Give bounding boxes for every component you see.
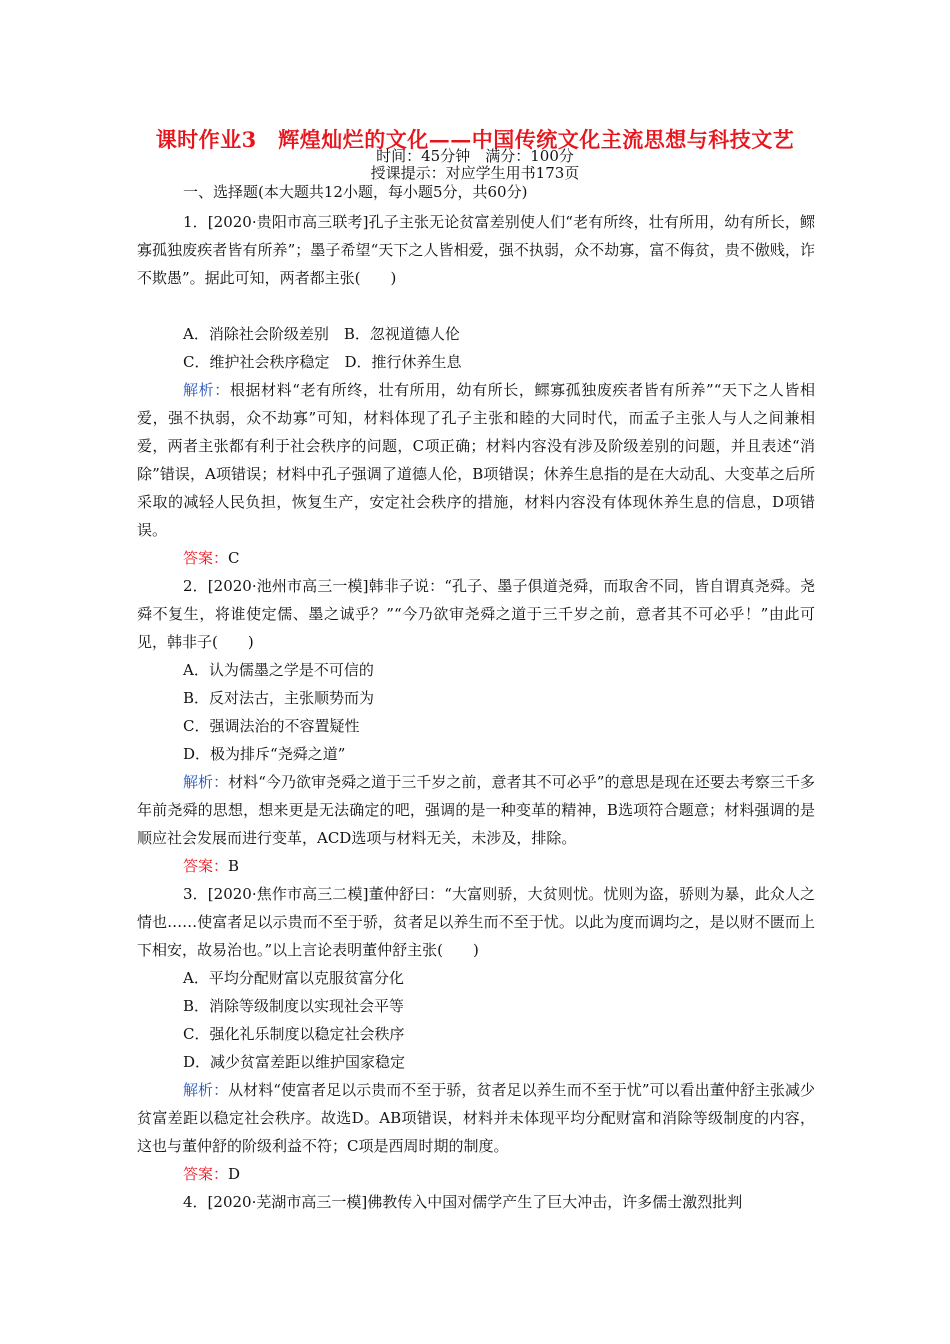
answer-value: D bbox=[228, 1165, 241, 1183]
answer-space bbox=[137, 292, 815, 320]
answer-label: 答案： bbox=[183, 549, 229, 567]
question-list bbox=[137, 182, 815, 1216]
question-2-stem: 2．[2020·池州市高三一模]韩非子说：“孔子、墨子俱道尧舜，而取舍不同，皆自谓真尧舜。尧舜不复生，将谁使定儒、墨之诚乎？”“今乃欲审尧舜之道于三千岁之前，意者其不可必乎！”由此可见，韩非子( ) bbox=[137, 577, 815, 651]
question-1-answer bbox=[137, 544, 815, 572]
answer-value: C bbox=[228, 549, 240, 567]
hint-line: 授课提示：对应学生用书173页 bbox=[370, 164, 580, 182]
explanation-text: 材料“今乃欲审尧舜之道于三千岁之前，意者其不可必乎”的意思是现在还要去考察三千多年前尧舜的思想，想来更是无法确定的吧，强调的是一种变革的精神，B选项符合题意；材料强调的是顺应社会发展而进行变革，ACD选项与材料无关，未涉及，排除。 bbox=[137, 773, 815, 847]
answer-label: 答案： bbox=[183, 1165, 229, 1183]
question-2-explanation bbox=[137, 768, 815, 852]
question-1-options-row-2: C．维护社会秩序稳定 D．推行休养生息 bbox=[183, 353, 462, 371]
question-3-stem: 3．[2020·焦作市高三二模]董仲舒曰：“大富则骄，大贫则忧。忧则为盗，骄则为暴，此众人之情也……使富者足以示贵而不至于骄，贫者足以养生而不至于忧。以此为度而调均之，是以财不匮而上下相安，故易治也。”以上言论表明董仲舒主张( ) bbox=[137, 885, 815, 959]
question-3-explanation bbox=[137, 1076, 815, 1160]
question-2-option-c: C．强调法治的不容置疑性 bbox=[183, 717, 360, 735]
question-2-option-d: D．极为排斥“尧舜之道” bbox=[183, 745, 346, 763]
section-heading: 一、选择题(本大题共12小题，每小题5分，共60分) bbox=[183, 183, 528, 201]
question-2-option-a: A．认为儒墨之学是不可信的 bbox=[183, 661, 374, 679]
question-1-explanation bbox=[137, 376, 815, 544]
answer-label: 答案： bbox=[183, 857, 229, 875]
explanation-label: 解析： bbox=[183, 1081, 229, 1099]
question-3-option-b: B．消除等级制度以实现社会平等 bbox=[183, 997, 405, 1015]
question-3-option-c: C．强化礼乐制度以稳定社会秩序 bbox=[183, 1025, 405, 1043]
question-3-option-d: D．减少贫富差距以维护国家稳定 bbox=[183, 1053, 406, 1071]
explanation-text: 从材料“使富者足以示贵而不至于骄，贫者足以养生而不至于忧”可以看出董仲舒主张减少贫富差距以稳定社会秩序。故选D。AB项错误，材料并未体现平均分配财富和消除等级制度的内容，这也与董仲舒的阶级利益不符；C项是西周时期的制度。 bbox=[137, 1081, 815, 1155]
question-1-stem: 1．[2020·贵阳市高三联考]孔子主张无论贫富差别使人们“老有所终，壮有所用，幼有所长，鳏寡孤独废疾者皆有所养”；墨子希望“天下之人皆相爱，强不执弱，众不劫寡，富不侮贫，贵不傲贱，诈不欺愚”。据此可知，两者都主张( ) bbox=[137, 213, 815, 287]
question-4-stem: 4．[2020·芜湖市高三一模]佛教传入中国对儒学产生了巨大冲击，许多儒士激烈批判 bbox=[183, 1193, 743, 1211]
explanation-label: 解析： bbox=[183, 773, 229, 791]
explanation-text: 根据材料“老有所终，壮有所用，幼有所长，鳏寡孤独废疾者皆有所养”“天下之人皆相爱，强不执弱，众不劫寡”可知，材料体现了孔子主张和睦的大同时代，而孟子主张人与人之间兼相爱，两者主张都有利于社会秩序的问题，C项正确；材料内容没有涉及阶级差别的问题，并且表述“消除”错误，A项错误；材料中孔子强调了道德人伦，B项错误；休养生息指的是在大动乱、大变革之后所采取的减轻人民负担，恢复生产，安定社会秩序的措施，材料内容没有体现休养生息的信息，D项错误。 bbox=[137, 381, 815, 539]
answer-value: B bbox=[228, 857, 240, 875]
question-1-options-row-1: A．消除社会阶级差别 B．忽视道德人伦 bbox=[183, 325, 460, 343]
question-3-answer bbox=[137, 1160, 815, 1188]
time-score-line: 时间：45分钟 满分：100分 bbox=[376, 147, 574, 165]
explanation-label: 解析： bbox=[183, 381, 230, 399]
question-2-option-b: B．反对法古，主张顺势而为 bbox=[183, 689, 375, 707]
question-3-option-a: A．平均分配财富以克服贫富分化 bbox=[183, 969, 404, 987]
page-title: 课时作业3 辉煌灿烂的文化——中国传统文化主流思想与科技文艺 bbox=[155, 127, 795, 152]
question-2-answer bbox=[137, 852, 815, 880]
